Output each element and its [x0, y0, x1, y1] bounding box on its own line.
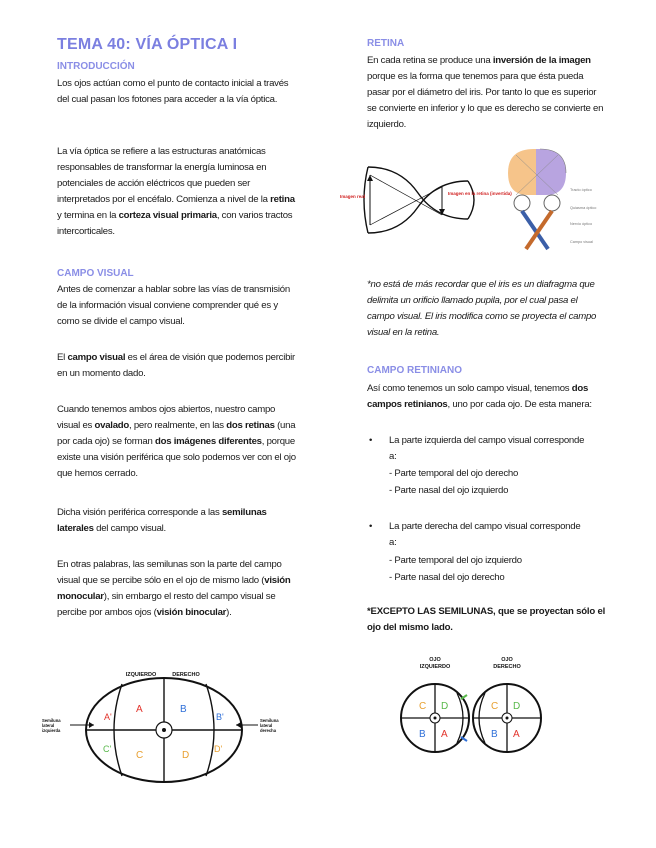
ojos-paragraph: Cuando tenemos ambos ojos abiertos, nuestro campo visual es ovalado, pero realmente, en las dos retinas (una por cada ojo) se forman dos imágenes diferentes, porque existe una visión periférica que solo podemos ver con el ojo que hemos cerrado.: [57, 404, 296, 479]
retina-paragraph: En cada retina se produce una inversión de la imagen porque es la forma que tenemos para que ésta pueda pasar por el diámetro del iris. Por tanto lo que es superior se convierte en inferior y lo que es derecho se convierte en izquierdo.: [367, 55, 604, 130]
bullet2-sub-a: - Parte temporal del ojo izquierdo: [389, 555, 522, 566]
bullet2-sub-b: - Parte nasal del ojo derecho: [389, 572, 505, 583]
retinal-right-a: A: [513, 729, 520, 740]
field-letter-c: C: [136, 750, 144, 761]
intro-heading: INTRODUCCIÓN: [57, 61, 135, 72]
via-optica-paragraph: La vía óptica se refiere a las estructuras anatómicas responsables de transformar la energía luminosa en potenciales de acción eléctricos que pueden ser interpretados por el encéfalo. Comienza a nivel de la retina y termina en la corteza visual primaria, con varios tractos intercorticales.: [57, 146, 295, 237]
retinal-right-b: B: [491, 729, 498, 740]
retinal-left-d: D: [441, 701, 449, 712]
bullet1-sub-a: - Parte temporal del ojo derecho: [389, 468, 519, 479]
page-title: TEMA 40: VÍA ÓPTICA I: [57, 36, 238, 53]
field-label-derecho: DERECHO: [172, 672, 200, 678]
semilunas-paragraph: En otras palabras, las semilunas son la parte del campo visual que se percibe sólo en el ojo de mismo lado (visión monocular), sin embargo el resto del campo visual se percibe por ambos ojos (visión binocular).: [57, 559, 291, 618]
bullet-dot: •: [369, 435, 373, 446]
retinal-right-d: D: [513, 701, 521, 712]
campo-retiniano-heading: CAMPO RETINIANO: [367, 365, 462, 376]
definition-paragraph: El campo visual es el área de visión que podemos percibir en un momento dado.: [57, 352, 296, 379]
eye-inversion-diagram: [340, 145, 512, 245]
field-letter-c-prime: C': [103, 744, 112, 754]
chiasm-legend-4: Campo visual: [570, 240, 594, 244]
field-label-izquierdo: IZQUIERDO: [125, 672, 157, 678]
field-letter-d: D: [182, 750, 190, 761]
field-label-semiluna-der: Semiluna lateral derecha: [260, 718, 279, 733]
chiasm-legend-3: Nervio óptico: [570, 222, 593, 226]
retinal-label-right: OJO DERECHO: [493, 657, 521, 670]
periferica-paragraph: Dicha visión periférica corresponde a las semilunas laterales del campo visual.: [57, 507, 267, 534]
retinal-left-b: B: [419, 729, 426, 740]
retinal-label-left: OJO IZQUIERDO: [419, 657, 451, 670]
bullet-dot: •: [369, 521, 373, 532]
intro-paragraph: Los ojos actúan como el punto de contacto inicial a través del cual pasan los fotones para acceder a la vía óptica.: [57, 78, 289, 105]
optic-chiasm-diagram: [500, 145, 612, 257]
retinal-left-a: A: [441, 729, 448, 740]
field-letter-b: B: [180, 704, 187, 715]
visual-field-diagram: [40, 668, 290, 798]
retina-heading: RETINA: [367, 38, 405, 49]
chiasm-legend-1: Tracto óptico: [570, 188, 592, 192]
eye-label-retina: Imagen en la retina (invertida): [448, 191, 512, 196]
retinal-field-diagram: [395, 655, 555, 757]
bullet1-sub-b: - Parte nasal del ojo izquierdo: [389, 485, 509, 496]
field-letter-d-prime: D': [214, 744, 223, 754]
iris-note: *no está de más recordar que el iris es un diafragma que delimita un orificio llamado pupila, por el cual pasa el campo visual. El iris modifica como se proyecta el campo visual en la retina.: [367, 279, 597, 338]
campo-visual-paragraph: Antes de comenzar a hablar sobre las vías de transmisión de la información visual conviene comprender qué es y como se divide el campo visual.: [57, 284, 290, 327]
campo-visual-heading: CAMPO VISUAL: [57, 268, 134, 279]
retinal-eye-right: [473, 684, 541, 752]
campo-retiniano-paragraph: Así como tenemos un solo campo visual, tenemos dos campos retinianos, uno por cada ojo. De esta manera:: [367, 383, 592, 410]
chiasm-legend-2: Quiasma óptico: [570, 206, 597, 210]
field-letter-a-prime: A': [104, 712, 112, 722]
excepto-semilunas: *EXCEPTO LAS SEMILUNAS, que se proyectan sólo el ojo del mismo lado.: [367, 606, 606, 633]
retinal-left-c: C: [419, 701, 427, 712]
eye-label-real: Imagen real: [340, 194, 366, 199]
field-letter-b-prime: B': [216, 712, 224, 722]
field-letter-a: A: [136, 704, 143, 715]
retinal-eye-left: [401, 684, 469, 752]
field-label-semiluna-izq: Semiluna lateral izquierda: [42, 718, 61, 733]
retinal-right-c: C: [491, 701, 499, 712]
